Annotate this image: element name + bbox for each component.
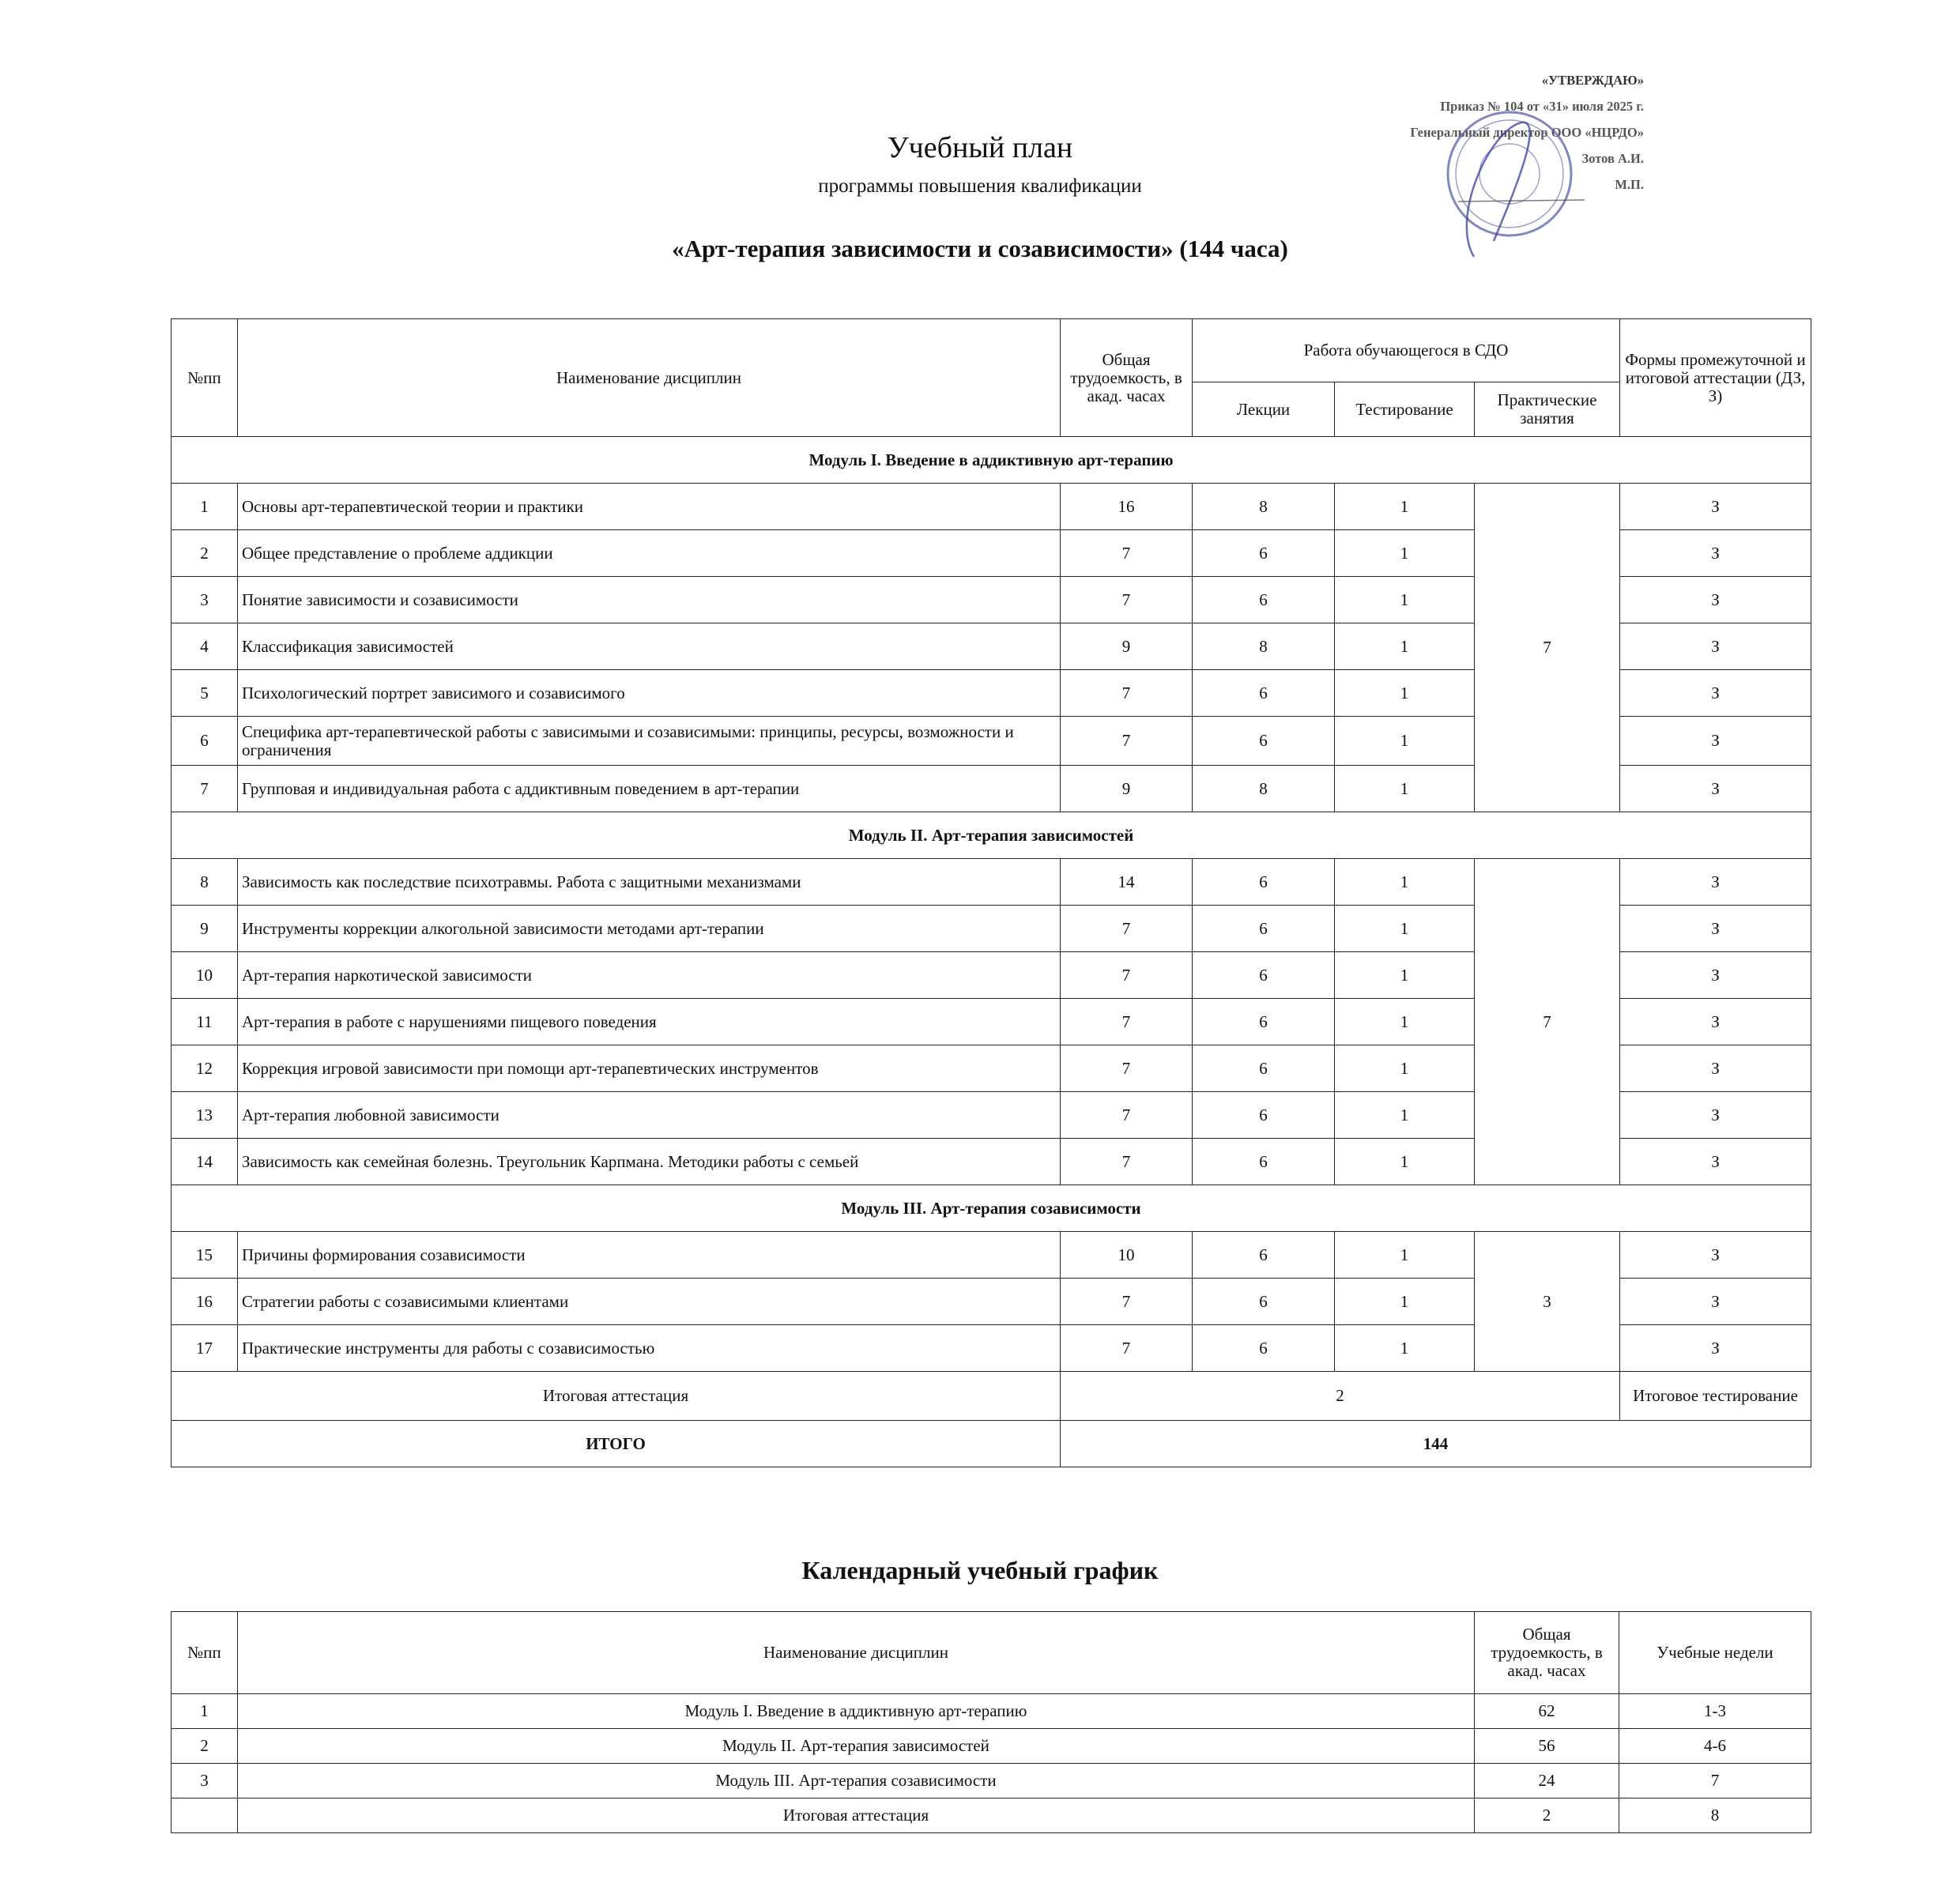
testing-hours: 1: [1335, 1279, 1475, 1325]
approval-name: Зотов А.И.: [1581, 151, 1644, 166]
calendar-hours: 24: [1475, 1764, 1619, 1798]
testing-hours: 1: [1335, 670, 1475, 717]
approval-mp: М.П.: [1615, 177, 1644, 192]
final-form: Итоговое тестирование: [1620, 1372, 1811, 1421]
final-attestation-row: [172, 1372, 1811, 1421]
testing-hours: 1: [1335, 484, 1475, 530]
attestation-form: З: [1620, 1092, 1811, 1139]
lecture-hours: 6: [1193, 1139, 1335, 1185]
attestation-form: З: [1620, 952, 1811, 999]
attestation-form: З: [1620, 484, 1811, 530]
curriculum-body: [172, 437, 1811, 1467]
calendar-row-number: [172, 1798, 238, 1833]
total-hours: 7: [1061, 717, 1193, 766]
course-title: «Арт-терапия зависимости и созависимости» (144 часа): [672, 235, 1288, 262]
discipline-name: Понятие зависимости и созависимости: [238, 577, 1061, 623]
lecture-hours: 8: [1193, 766, 1335, 812]
page-title: Учебный план: [887, 131, 1073, 164]
total-hours: 14: [1061, 859, 1193, 906]
row-number: 1: [172, 484, 238, 530]
discipline-name: Причины формирования созависимости: [238, 1232, 1061, 1279]
testing-hours: 1: [1335, 1232, 1475, 1279]
lecture-hours: 8: [1193, 484, 1335, 530]
attestation-form: З: [1620, 1139, 1811, 1185]
row-number: 9: [172, 906, 238, 952]
attestation-form: З: [1620, 859, 1811, 906]
testing-hours: 1: [1335, 1139, 1475, 1185]
page-subtitle: программы повышения квалификации: [818, 175, 1142, 197]
approval-order: Приказ № 104 от «31» июля 2025 г.: [1440, 99, 1644, 114]
total-hours: 7: [1061, 1045, 1193, 1092]
row-number: 8: [172, 859, 238, 906]
testing-hours: 1: [1335, 999, 1475, 1045]
final-hours: 2: [1061, 1372, 1620, 1421]
calendar-weeks: 8: [1619, 1798, 1811, 1833]
calendar-row: [172, 1694, 1811, 1729]
calendar-row: [172, 1798, 1811, 1833]
calendar-row-number: 1: [172, 1694, 238, 1729]
total-hours: 7: [1061, 906, 1193, 952]
calendar-body: [172, 1694, 1811, 1833]
testing-hours: 1: [1335, 717, 1475, 766]
table-row: [172, 859, 1811, 906]
total-hours: 7: [1061, 952, 1193, 999]
calendar-weeks: 1-3: [1619, 1694, 1811, 1729]
approval-position: Генеральный директор ООО «НЦРДО»: [1410, 125, 1644, 140]
lecture-hours: 6: [1193, 859, 1335, 906]
calendar-discipline: Итоговая аттестация: [238, 1798, 1475, 1833]
testing-hours: 1: [1335, 530, 1475, 577]
lecture-hours: 6: [1193, 717, 1335, 766]
row-number: 5: [172, 670, 238, 717]
lecture-hours: 8: [1193, 623, 1335, 670]
row-number: 12: [172, 1045, 238, 1092]
lecture-hours: 6: [1193, 999, 1335, 1045]
total-hours: 7: [1061, 530, 1193, 577]
calendar-weeks: 4-6: [1619, 1729, 1811, 1764]
testing-hours: 1: [1335, 952, 1475, 999]
total-hours: 7: [1061, 999, 1193, 1045]
total-hours: 10: [1061, 1232, 1193, 1279]
discipline-name: Зависимость как последствие психотравмы. Работа с защитными механизмами: [238, 859, 1061, 906]
discipline-name: Психологический портрет зависимого и созависимого: [238, 670, 1061, 717]
module-title: Модуль II. Арт-терапия зависимостей: [172, 812, 1811, 859]
discipline-name: Арт-терапия любовной зависимости: [238, 1092, 1061, 1139]
testing-hours: 1: [1335, 859, 1475, 906]
header-name: Наименование дисциплин: [238, 319, 1061, 437]
calendar-hours: 2: [1475, 1798, 1619, 1833]
row-number: 6: [172, 717, 238, 766]
total-hours: 7: [1061, 1279, 1193, 1325]
lecture-hours: 6: [1193, 1092, 1335, 1139]
total-hours: 7: [1061, 670, 1193, 717]
header-practice: Практические занятия: [1475, 382, 1620, 437]
curriculum-table: [171, 318, 1811, 1467]
attestation-form: З: [1620, 717, 1811, 766]
cal-header-num: №пп: [172, 1612, 238, 1694]
discipline-name: Групповая и индивидуальная работа с аддиктивным поведением в арт-терапии: [238, 766, 1061, 812]
calendar-title: Календарный учебный график: [801, 1556, 1159, 1584]
lecture-hours: 6: [1193, 530, 1335, 577]
lecture-hours: 6: [1193, 906, 1335, 952]
row-number: 3: [172, 577, 238, 623]
attestation-form: З: [1620, 623, 1811, 670]
testing-hours: 1: [1335, 577, 1475, 623]
module-title: Модуль I. Введение в аддиктивную арт-терапию: [172, 437, 1811, 484]
total-hours: 7: [1061, 577, 1193, 623]
testing-hours: 1: [1335, 906, 1475, 952]
row-number: 14: [172, 1139, 238, 1185]
testing-hours: 1: [1335, 766, 1475, 812]
discipline-name: Арт-терапия в работе с нарушениями пищевого поведения: [238, 999, 1061, 1045]
calendar-discipline: Модуль II. Арт-терапия зависимостей: [238, 1729, 1475, 1764]
module-row: [172, 437, 1811, 484]
calendar-row: [172, 1764, 1811, 1798]
practice-hours: 7: [1475, 859, 1620, 1185]
attestation-form: З: [1620, 1279, 1811, 1325]
calendar-row: [172, 1729, 1811, 1764]
attestation-form: З: [1620, 1045, 1811, 1092]
final-label: Итоговая аттестация: [172, 1372, 1061, 1421]
discipline-name: Специфика арт-терапевтической работы с зависимыми и созависимыми: принципы, ресурсы, возможности и ограничения: [238, 717, 1061, 766]
discipline-name: Арт-терапия наркотической зависимости: [238, 952, 1061, 999]
row-number: 7: [172, 766, 238, 812]
attestation-form: З: [1620, 530, 1811, 577]
discipline-name: Коррекция игровой зависимости при помощи арт-терапевтических инструментов: [238, 1045, 1061, 1092]
calendar-row-number: 3: [172, 1764, 238, 1798]
lecture-hours: 6: [1193, 1279, 1335, 1325]
total-hours: 16: [1061, 484, 1193, 530]
testing-hours: 1: [1335, 1325, 1475, 1372]
practice-hours: 7: [1475, 484, 1620, 812]
cal-header-total: Общая трудоемкость, в акад. часах: [1475, 1612, 1619, 1694]
row-number: 16: [172, 1279, 238, 1325]
total-hours: 9: [1061, 623, 1193, 670]
testing-hours: 1: [1335, 623, 1475, 670]
discipline-name: Инструменты коррекции алкогольной зависимости методами арт-терапии: [238, 906, 1061, 952]
header-lectures: Лекции: [1193, 382, 1335, 437]
calendar-hours: 62: [1475, 1694, 1619, 1729]
header-total: Общая трудоемкость, в акад. часах: [1061, 319, 1193, 437]
calendar-hours: 56: [1475, 1729, 1619, 1764]
row-number: 11: [172, 999, 238, 1045]
total-row: [172, 1421, 1811, 1467]
cal-header-weeks: Учебные недели: [1619, 1612, 1811, 1694]
table-row: [172, 484, 1811, 530]
attestation-form: З: [1620, 670, 1811, 717]
discipline-name: Классификация зависимостей: [238, 623, 1061, 670]
lecture-hours: 6: [1193, 577, 1335, 623]
attestation-form: З: [1620, 577, 1811, 623]
discipline-name: Стратегии работы с созависимыми клиентами: [238, 1279, 1061, 1325]
row-number: 13: [172, 1092, 238, 1139]
discipline-name: Основы арт-терапевтической теории и практики: [238, 484, 1061, 530]
header-num: №пп: [172, 319, 238, 437]
row-number: 2: [172, 530, 238, 577]
cal-header-name: Наименование дисциплин: [238, 1612, 1475, 1694]
attestation-form: З: [1620, 1232, 1811, 1279]
attestation-form: З: [1620, 906, 1811, 952]
header-testing: Тестирование: [1335, 382, 1475, 437]
calendar-table: [171, 1611, 1811, 1833]
module-row: [172, 1185, 1811, 1232]
lecture-hours: 6: [1193, 1045, 1335, 1092]
attestation-form: З: [1620, 1325, 1811, 1372]
calendar-discipline: Модуль I. Введение в аддиктивную арт-терапию: [238, 1694, 1475, 1729]
calendar-discipline: Модуль III. Арт-терапия созависимости: [238, 1764, 1475, 1798]
row-number: 15: [172, 1232, 238, 1279]
total-value: 144: [1061, 1421, 1811, 1467]
attestation-form: З: [1620, 766, 1811, 812]
discipline-name: Практические инструменты для работы с созависимостью: [238, 1325, 1061, 1372]
discipline-name: Общее представление о проблеме аддикции: [238, 530, 1061, 577]
row-number: 10: [172, 952, 238, 999]
approval-heading: «УТВЕРЖДАЮ»: [1541, 73, 1644, 88]
row-number: 17: [172, 1325, 238, 1372]
row-number: 4: [172, 623, 238, 670]
testing-hours: 1: [1335, 1092, 1475, 1139]
header-forms: Формы промежуточной и итоговой аттестации (ДЗ, З): [1620, 319, 1811, 437]
total-hours: 7: [1061, 1139, 1193, 1185]
practice-hours: 3: [1475, 1232, 1620, 1372]
total-hours: 9: [1061, 766, 1193, 812]
table-row: [172, 1232, 1811, 1279]
lecture-hours: 6: [1193, 1325, 1335, 1372]
calendar-weeks: 7: [1619, 1764, 1811, 1798]
header-work: Работа обучающегося в СДО: [1193, 319, 1620, 382]
module-title: Модуль III. Арт-терапия созависимости: [172, 1185, 1811, 1232]
lecture-hours: 6: [1193, 1232, 1335, 1279]
lecture-hours: 6: [1193, 952, 1335, 999]
total-hours: 7: [1061, 1092, 1193, 1139]
total-label: ИТОГО: [172, 1421, 1061, 1467]
total-hours: 7: [1061, 1325, 1193, 1372]
testing-hours: 1: [1335, 1045, 1475, 1092]
attestation-form: З: [1620, 999, 1811, 1045]
lecture-hours: 6: [1193, 670, 1335, 717]
calendar-row-number: 2: [172, 1729, 238, 1764]
module-row: [172, 812, 1811, 859]
discipline-name: Зависимость как семейная болезнь. Треугольник Карпмана. Методики работы с семьей: [238, 1139, 1061, 1185]
